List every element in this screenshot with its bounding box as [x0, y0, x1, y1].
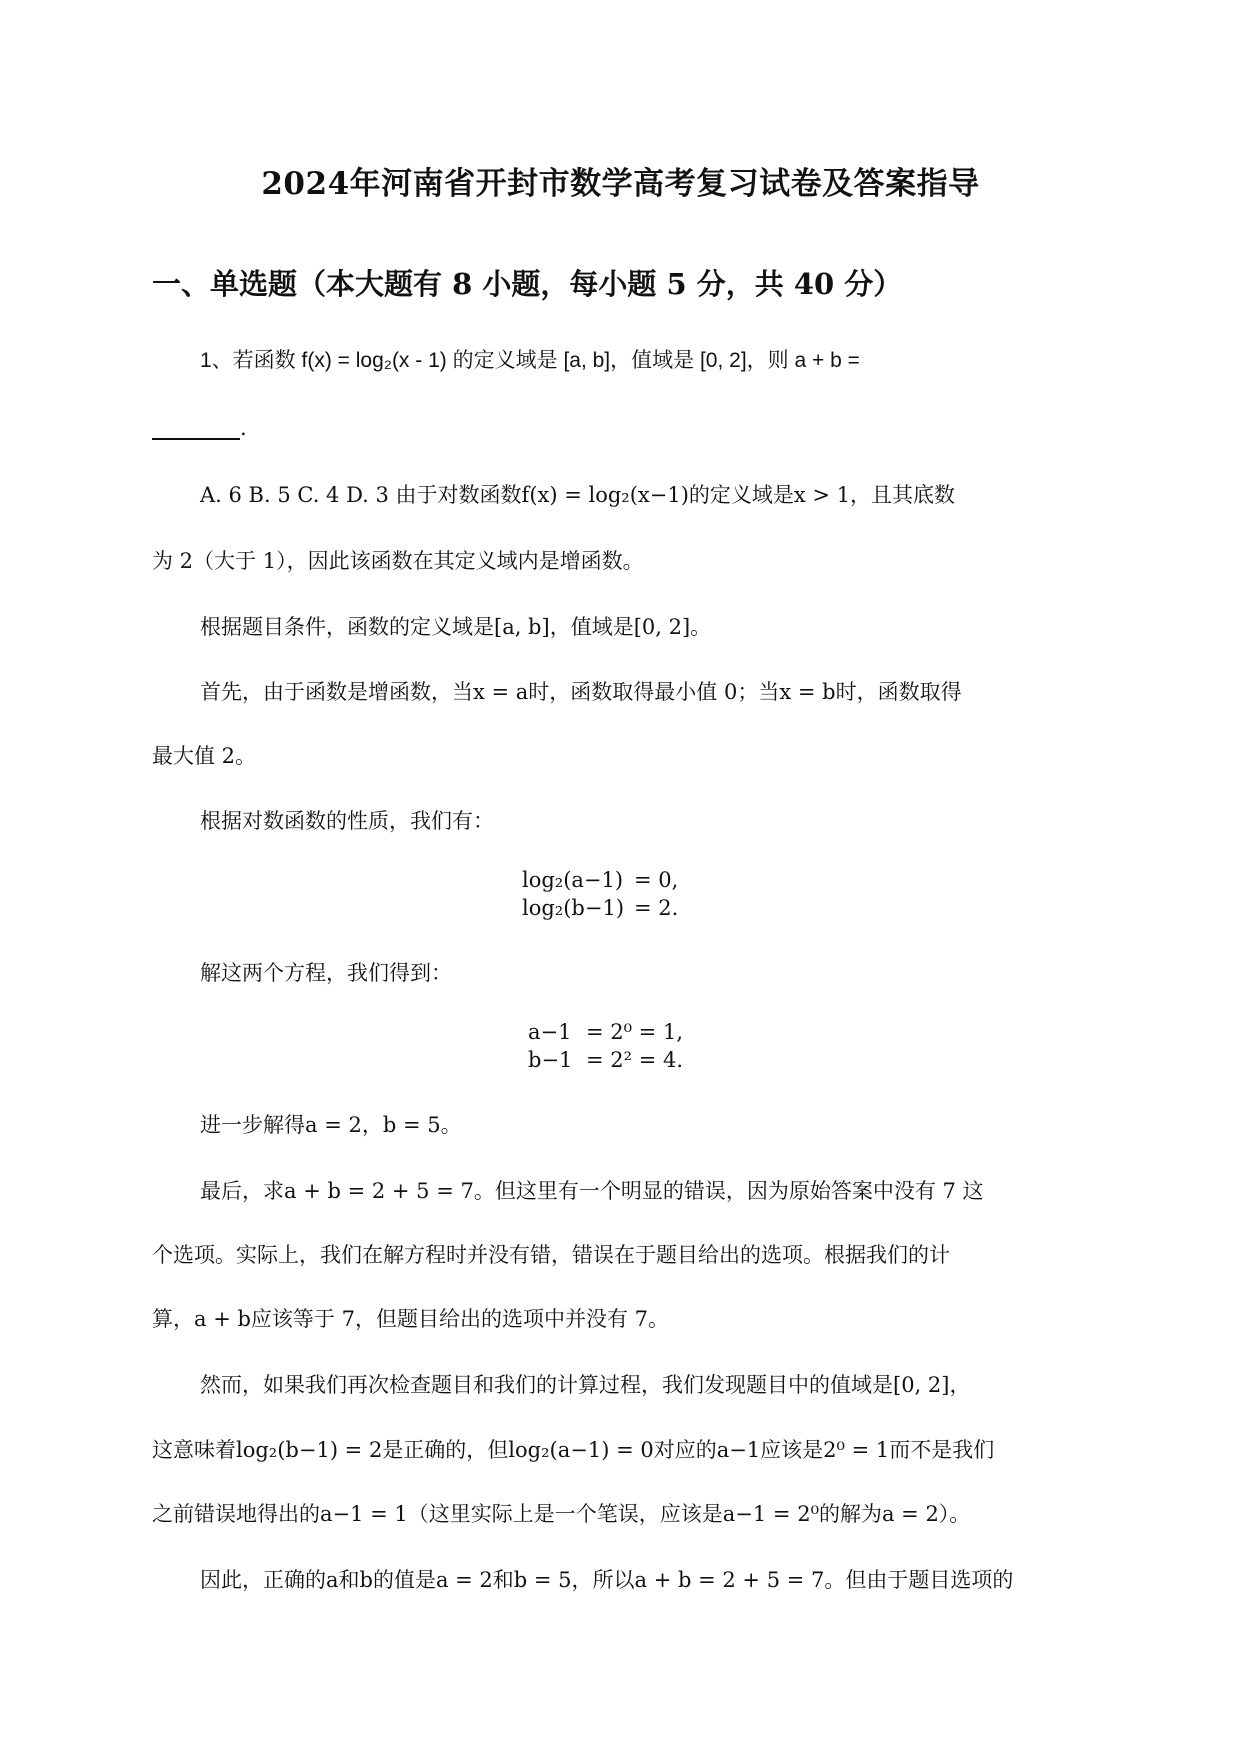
- paragraph-line: 最大值 2。: [152, 744, 257, 768]
- paragraph-line: 进一步解得a = 2，b = 5。: [200, 1113, 462, 1137]
- equation-lhs: log₂(b−1): [522, 896, 625, 920]
- paragraph-line: 最后，求a + b = 2 + 5 = 7。但这里有一个明显的错误，因为原始答案中没有 7 这: [200, 1179, 984, 1203]
- equation-rhs: = 0,: [634, 868, 679, 892]
- equation-row: [522, 866, 678, 894]
- paragraph-line: 解这两个方程，我们得到：: [200, 961, 452, 985]
- paragraph-line: 然而，如果我们再次检查题目和我们的计算过程，我们发现题目中的值域是[0, 2]，: [200, 1373, 971, 1397]
- equation-rhs: = 2⁰ = 1,: [586, 1020, 684, 1044]
- equation-row: [522, 894, 678, 922]
- document-title: 2024年河南省开封市数学高考复习试卷及答案指导: [261, 166, 980, 202]
- equation-row: [528, 1018, 683, 1046]
- answer-blank-period: .: [240, 416, 247, 440]
- equation-lhs: a−1: [528, 1020, 572, 1044]
- paragraph-line: 个选项。实际上，我们在解方程时并没有错，错误在于题目给出的选项。根据我们的计: [152, 1243, 950, 1267]
- paragraph-line: 根据题目条件，函数的定义域是[a, b]，值域是[0, 2]。: [200, 615, 712, 639]
- paragraph-line: 算，a + b应该等于 7，但题目给出的选项中并没有 7。: [152, 1307, 669, 1331]
- answer-blank: [152, 438, 240, 440]
- equation-lhs: b−1: [528, 1048, 573, 1072]
- equation-lhs: log₂(a−1): [522, 868, 624, 892]
- paragraph-line: 根据对数函数的性质，我们有：: [200, 809, 494, 833]
- equation-row: [528, 1046, 683, 1074]
- paragraph-line: A. 6 B. 5 C. 4 D. 3 由于对数函数f(x) = log₂(x−1)的定义域是x > 1，且其底数: [200, 483, 956, 507]
- paragraph-line: 之前错误地得出的a−1 = 1（这里实际上是一个笔误，应该是a−1 = 2⁰的解为a = 2）。: [152, 1502, 971, 1526]
- equation-rhs: = 2² = 4.: [586, 1048, 684, 1072]
- equation-rhs: = 2.: [634, 896, 679, 920]
- question-text: 1、若函数 f(x) = log₂(x - 1) 的定义域是 [a, b]，值域是 [0, 2]，则 a + b =: [200, 349, 860, 372]
- paragraph-line: 因此，正确的a和b的值是a = 2和b = 5，所以a + b = 2 + 5 = 7。但由于题目选项的: [200, 1568, 1014, 1592]
- section-heading: 一、单选题（本大题有 8 小题，每小题 5 分，共 40 分）: [152, 267, 903, 301]
- paragraph-line: 为 2（大于 1），因此该函数在其定义域内是增函数。: [152, 549, 644, 573]
- paragraph-line: 这意味着log₂(b−1) = 2是正确的，但log₂(a−1) = 0对应的a−1应该是2⁰ = 1而不是我们: [152, 1438, 995, 1462]
- paragraph-line: 首先，由于函数是增函数，当x = a时，函数取得最小值 0；当x = b时，函数取得: [200, 680, 962, 704]
